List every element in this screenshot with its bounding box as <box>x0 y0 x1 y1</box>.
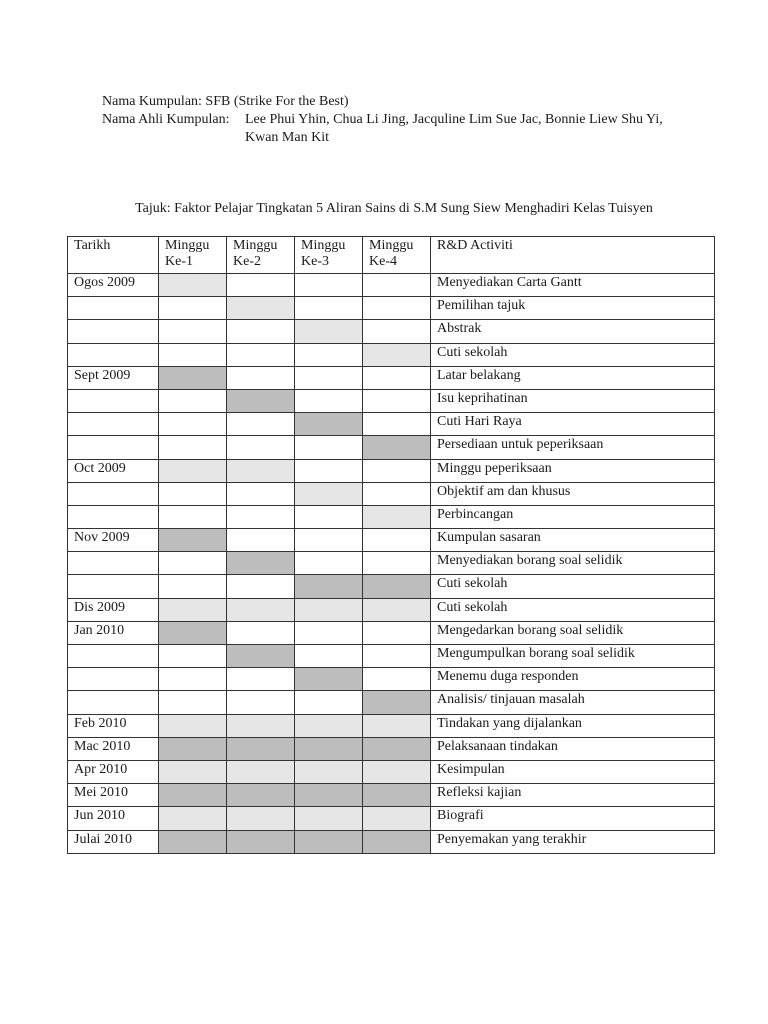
week-4-cell <box>363 343 431 366</box>
week-2-cell <box>227 830 295 853</box>
week-2-cell <box>227 691 295 714</box>
week-2-cell <box>227 575 295 598</box>
date-cell <box>68 691 159 714</box>
week-4-cell <box>363 505 431 528</box>
week-3-cell <box>295 621 363 644</box>
week-1-cell <box>159 529 227 552</box>
table-row <box>68 343 715 366</box>
week-2-cell <box>227 784 295 807</box>
week-2-cell <box>227 459 295 482</box>
date-cell <box>68 413 159 436</box>
week-3-cell <box>295 459 363 482</box>
week-1-cell <box>159 807 227 830</box>
date-cell: Nov 2009 <box>68 529 159 552</box>
week-1-cell <box>159 621 227 644</box>
week-3-cell <box>295 830 363 853</box>
week-4-cell <box>363 575 431 598</box>
week-3-cell <box>295 575 363 598</box>
week-4-cell <box>363 482 431 505</box>
header-row <box>68 237 715 274</box>
week-4-cell <box>363 297 431 320</box>
date-cell: Oct 2009 <box>68 459 159 482</box>
week-2-cell <box>227 737 295 760</box>
table-row <box>68 459 715 482</box>
week-1-cell <box>159 505 227 528</box>
activity-cell: Penyemakan yang terakhir <box>431 830 715 853</box>
week-2-cell <box>227 389 295 412</box>
header-week-1: Minggu Ke-1 <box>159 237 227 274</box>
week-4-cell <box>363 784 431 807</box>
week-3-cell <box>295 645 363 668</box>
date-cell <box>68 389 159 412</box>
week-1-cell <box>159 714 227 737</box>
table-row <box>68 830 715 853</box>
activity-cell: Minggu peperiksaan <box>431 459 715 482</box>
table-row <box>68 621 715 644</box>
date-cell: Mac 2010 <box>68 737 159 760</box>
activity-cell: Perbincangan <box>431 505 715 528</box>
week-3-cell <box>295 714 363 737</box>
date-cell: Mei 2010 <box>68 784 159 807</box>
week-2-cell <box>227 505 295 528</box>
date-cell: Jan 2010 <box>68 621 159 644</box>
table-row <box>68 714 715 737</box>
week-3-cell <box>295 482 363 505</box>
week-1-cell <box>159 343 227 366</box>
week-3-cell <box>295 343 363 366</box>
week-1-cell <box>159 552 227 575</box>
week-3-cell <box>295 784 363 807</box>
week-1-cell <box>159 645 227 668</box>
week-2-cell <box>227 343 295 366</box>
week-2-cell <box>227 274 295 297</box>
activity-cell: Objektif am dan khusus <box>431 482 715 505</box>
table-row <box>68 760 715 783</box>
week-1-cell <box>159 320 227 343</box>
date-cell <box>68 575 159 598</box>
table-row <box>68 552 715 575</box>
week-2-cell <box>227 598 295 621</box>
week-3-cell <box>295 668 363 691</box>
week-4-cell <box>363 621 431 644</box>
week-1-cell <box>159 598 227 621</box>
members-line-1: Lee Phui Yhin, Chua Li Jing, Jacquline Lim Sue Jac, Bonnie Liew Shu Yi, <box>245 112 663 127</box>
week-1-cell <box>159 691 227 714</box>
activity-cell: Menemu duga responden <box>431 668 715 691</box>
week-1-cell <box>159 784 227 807</box>
week-1-cell <box>159 389 227 412</box>
week-4-cell <box>363 436 431 459</box>
gantt-table <box>67 236 715 854</box>
group-name: Nama Kumpulan: SFB (Strike For the Best) <box>102 94 349 109</box>
week-2-cell <box>227 714 295 737</box>
table-row <box>68 691 715 714</box>
activity-cell: Cuti sekolah <box>431 343 715 366</box>
table-row <box>68 436 715 459</box>
table-row <box>68 274 715 297</box>
week-2-cell <box>227 366 295 389</box>
week-2-cell <box>227 807 295 830</box>
week-1-cell <box>159 668 227 691</box>
week-3-cell <box>295 320 363 343</box>
week-4-cell <box>363 714 431 737</box>
week-2-cell <box>227 320 295 343</box>
table-row <box>68 529 715 552</box>
week-2-cell <box>227 413 295 436</box>
week-4-cell <box>363 668 431 691</box>
activity-cell: Kesimpulan <box>431 760 715 783</box>
activity-cell: Cuti sekolah <box>431 575 715 598</box>
week-3-cell <box>295 760 363 783</box>
week-4-cell <box>363 552 431 575</box>
week-2-cell <box>227 668 295 691</box>
table-row <box>68 413 715 436</box>
week-3-cell <box>295 436 363 459</box>
date-cell: Feb 2010 <box>68 714 159 737</box>
week-3-cell <box>295 274 363 297</box>
table-row <box>68 297 715 320</box>
week-1-cell <box>159 575 227 598</box>
table-row <box>68 784 715 807</box>
table-row <box>68 482 715 505</box>
document-title: Tajuk: Faktor Pelajar Tingkatan 5 Aliran Sains di S.M Sung Siew Menghadiri Kelas Tuisyen <box>135 201 653 216</box>
table-row <box>68 575 715 598</box>
week-4-cell <box>363 830 431 853</box>
activity-cell: Pelaksanaan tindakan <box>431 737 715 760</box>
header-week-2: Minggu Ke-2 <box>227 237 295 274</box>
date-cell: Ogos 2009 <box>68 274 159 297</box>
activity-cell: Mengedarkan borang soal selidik <box>431 621 715 644</box>
gantt-body <box>68 274 715 854</box>
week-4-cell <box>363 760 431 783</box>
activity-cell: Menyediakan Carta Gantt <box>431 274 715 297</box>
table-row <box>68 807 715 830</box>
header-activity: R&D Activiti <box>431 237 715 274</box>
date-cell: Julai 2010 <box>68 830 159 853</box>
week-1-cell <box>159 436 227 459</box>
week-1-cell <box>159 459 227 482</box>
activity-cell: Tindakan yang dijalankan <box>431 714 715 737</box>
week-3-cell <box>295 413 363 436</box>
week-1-cell <box>159 737 227 760</box>
week-4-cell <box>363 691 431 714</box>
week-1-cell <box>159 413 227 436</box>
week-4-cell <box>363 598 431 621</box>
week-1-cell <box>159 274 227 297</box>
activity-cell: Refleksi kajian <box>431 784 715 807</box>
week-4-cell <box>363 366 431 389</box>
date-cell <box>68 505 159 528</box>
activity-cell: Cuti Hari Raya <box>431 413 715 436</box>
week-4-cell <box>363 645 431 668</box>
week-4-cell <box>363 413 431 436</box>
week-4-cell <box>363 807 431 830</box>
week-2-cell <box>227 621 295 644</box>
activity-cell: Analisis/ tinjauan masalah <box>431 691 715 714</box>
table-row <box>68 737 715 760</box>
date-cell: Apr 2010 <box>68 760 159 783</box>
week-4-cell <box>363 529 431 552</box>
week-3-cell <box>295 529 363 552</box>
week-2-cell <box>227 645 295 668</box>
table-row <box>68 389 715 412</box>
table-row <box>68 668 715 691</box>
activity-cell: Persediaan untuk peperiksaan <box>431 436 715 459</box>
week-4-cell <box>363 459 431 482</box>
week-3-cell <box>295 691 363 714</box>
week-3-cell <box>295 297 363 320</box>
members-line-2: Kwan Man Kit <box>245 130 329 145</box>
week-3-cell <box>295 552 363 575</box>
activity-cell: Biografi <box>431 807 715 830</box>
week-1-cell <box>159 366 227 389</box>
week-2-cell <box>227 482 295 505</box>
date-cell <box>68 297 159 320</box>
table-row <box>68 645 715 668</box>
date-cell: Dis 2009 <box>68 598 159 621</box>
week-4-cell <box>363 737 431 760</box>
activity-cell: Mengumpulkan borang soal selidik <box>431 645 715 668</box>
date-cell <box>68 668 159 691</box>
date-cell <box>68 343 159 366</box>
activity-cell: Abstrak <box>431 320 715 343</box>
week-4-cell <box>363 274 431 297</box>
date-cell <box>68 645 159 668</box>
week-1-cell <box>159 482 227 505</box>
header-week-3: Minggu Ke-3 <box>295 237 363 274</box>
week-3-cell <box>295 737 363 760</box>
activity-cell: Latar belakang <box>431 366 715 389</box>
week-4-cell <box>363 320 431 343</box>
week-3-cell <box>295 598 363 621</box>
week-2-cell <box>227 552 295 575</box>
week-3-cell <box>295 366 363 389</box>
date-cell <box>68 436 159 459</box>
activity-cell: Isu keprihatinan <box>431 389 715 412</box>
header-date: Tarikh <box>68 237 159 274</box>
week-2-cell <box>227 529 295 552</box>
activity-cell: Pemilihan tajuk <box>431 297 715 320</box>
date-cell: Jun 2010 <box>68 807 159 830</box>
week-1-cell <box>159 760 227 783</box>
week-3-cell <box>295 389 363 412</box>
week-3-cell <box>295 807 363 830</box>
week-2-cell <box>227 436 295 459</box>
date-cell <box>68 482 159 505</box>
activity-cell: Menyediakan borang soal selidik <box>431 552 715 575</box>
date-cell: Sept 2009 <box>68 366 159 389</box>
week-4-cell <box>363 389 431 412</box>
date-cell <box>68 552 159 575</box>
week-2-cell <box>227 297 295 320</box>
members-label: Nama Ahli Kumpulan: <box>102 112 230 127</box>
table-row <box>68 598 715 621</box>
table-row <box>68 366 715 389</box>
activity-cell: Cuti sekolah <box>431 598 715 621</box>
table-row <box>68 505 715 528</box>
week-3-cell <box>295 505 363 528</box>
date-cell <box>68 320 159 343</box>
header-week-4: Minggu Ke-4 <box>363 237 431 274</box>
activity-cell: Kumpulan sasaran <box>431 529 715 552</box>
week-2-cell <box>227 760 295 783</box>
week-1-cell <box>159 297 227 320</box>
table-row <box>68 320 715 343</box>
week-1-cell <box>159 830 227 853</box>
